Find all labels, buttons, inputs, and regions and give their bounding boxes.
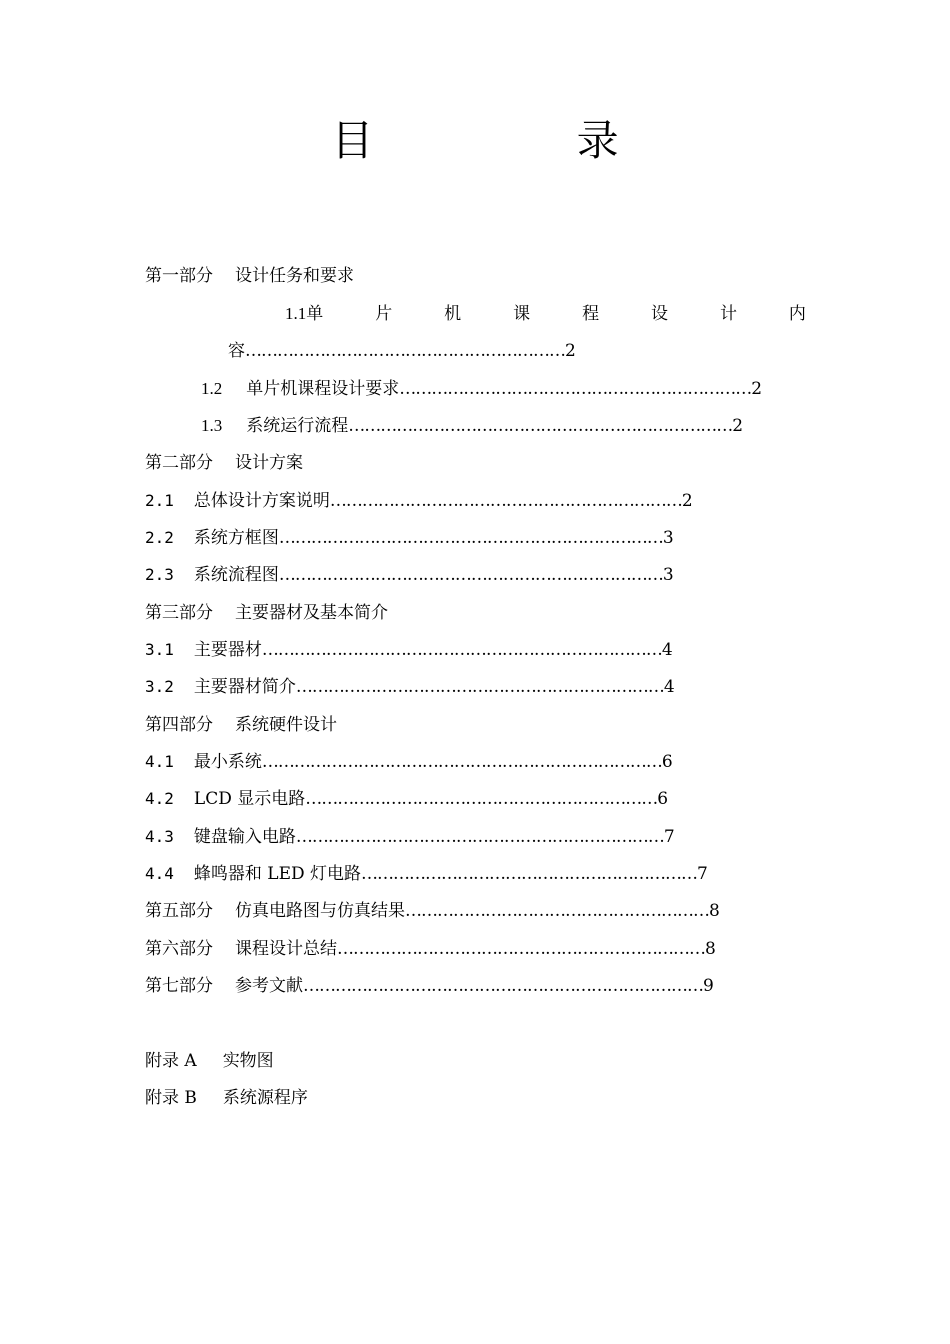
section-title: LCD 显示电路 <box>193 789 306 809</box>
title-char: 计 <box>719 304 737 324</box>
leader-dots: …………………………………………………… <box>245 341 565 361</box>
page-number: 3 <box>662 528 674 548</box>
section-title: 最小系统 <box>193 752 262 772</box>
leader-dots: ………………………………………………… <box>405 901 709 921</box>
leader-dots: …………………………………………………………… <box>337 939 705 959</box>
toc-part-5[interactable] <box>145 900 720 922</box>
leader-dots: ……………………………………………………………… <box>278 565 663 585</box>
toc-section-4-2[interactable] <box>145 788 668 810</box>
leader-dots: ……………………………………………………… <box>361 864 698 884</box>
page-number: 2 <box>751 379 763 399</box>
part-title: 系统硬件设计 <box>235 715 337 735</box>
section-number: 3.2 <box>145 677 174 696</box>
title-char: 程 <box>582 304 600 324</box>
part-label: 第一部分 <box>145 266 213 286</box>
section-title: 键盘输入电路 <box>193 827 296 847</box>
title-char: 内 <box>788 304 806 324</box>
part-title: 仿真电路图与仿真结果 <box>235 901 405 921</box>
part-label: 第六部分 <box>145 939 213 959</box>
page-number: 2 <box>565 341 576 361</box>
section-number: 4.3 <box>145 827 174 846</box>
toc-section-1-3[interactable] <box>201 415 743 437</box>
appendix-label: 附录 B <box>145 1088 197 1108</box>
toc-part-1[interactable] <box>145 265 354 287</box>
toc-section-1-2[interactable] <box>201 378 762 400</box>
part-label: 第四部分 <box>145 715 213 735</box>
page-number: 9 <box>703 976 714 996</box>
leader-dots: ……………………………………………………………… <box>278 528 663 548</box>
toc-section-2-1[interactable] <box>145 490 693 512</box>
appendix-b[interactable] <box>145 1087 308 1109</box>
page-number: 8 <box>705 939 716 959</box>
page-title: 目 录 <box>331 116 714 165</box>
toc-section-3-1[interactable] <box>145 639 673 661</box>
leader-dots: ………………………………………………………………… <box>303 976 703 996</box>
leader-dots: ………………………………………………………………… <box>261 640 662 660</box>
section-title: 系统运行流程 <box>246 416 349 436</box>
section-number-title: 1.1单 <box>285 304 324 324</box>
section-title: 蜂鸣器和 LED 灯电路 <box>193 864 362 884</box>
toc-section-2-3[interactable] <box>145 564 674 586</box>
part-title: 设计任务和要求 <box>235 266 354 286</box>
title-char: 机 <box>444 304 462 324</box>
toc-section-4-3[interactable] <box>145 826 675 848</box>
page-number: 7 <box>663 827 675 847</box>
section-number: 4.1 <box>145 752 174 771</box>
toc-part-2[interactable] <box>145 452 303 474</box>
toc-part-7[interactable] <box>145 975 714 997</box>
toc-section-4-1[interactable] <box>145 751 673 773</box>
toc-part-6[interactable] <box>145 938 716 960</box>
toc-section-1-1-cont[interactable] <box>228 340 576 362</box>
page-number: 2 <box>681 491 693 511</box>
toc-section-1-1[interactable] <box>285 303 806 325</box>
appendix-label: 附录 A <box>145 1051 197 1071</box>
section-title: 主要器材简介 <box>193 677 296 697</box>
title-wrap: 容 <box>228 341 245 361</box>
page-number: 4 <box>663 677 675 697</box>
title-char: 课 <box>513 304 531 324</box>
toc-part-4[interactable] <box>145 714 337 736</box>
section-title: 主要器材 <box>193 640 262 660</box>
title-char: 片 <box>375 304 393 324</box>
toc-section-3-2[interactable] <box>145 676 675 698</box>
section-number: 2.3 <box>145 565 174 584</box>
leader-dots: ……………………………………………………………… <box>348 416 733 436</box>
section-number: 1.2 <box>201 379 223 398</box>
section-title: 系统流程图 <box>193 565 279 585</box>
page-number: 2 <box>732 416 744 436</box>
page-number: 3 <box>662 565 674 585</box>
section-number: 1.3 <box>201 416 223 435</box>
leader-dots: ………………………………………………………… <box>399 379 752 399</box>
part-title: 课程设计总结 <box>235 939 337 959</box>
appendix-title: 实物图 <box>222 1051 274 1071</box>
toc-part-3[interactable] <box>145 602 388 624</box>
section-title: 系统方框图 <box>193 528 279 548</box>
part-label: 第三部分 <box>145 603 213 623</box>
part-label: 第二部分 <box>145 453 213 473</box>
leader-dots: ………………………………………………………… <box>329 491 682 511</box>
part-title: 设计方案 <box>235 453 303 473</box>
appendix-title: 系统源程序 <box>222 1088 308 1108</box>
part-label: 第七部分 <box>145 976 213 996</box>
section-number: 3.1 <box>145 640 174 659</box>
section-number: 4.2 <box>145 789 174 808</box>
leader-dots: ………………………………………………………… <box>305 789 658 809</box>
page-number: 8 <box>709 901 720 921</box>
section-title: 单片机课程设计要求 <box>246 379 400 399</box>
section-number: 2.1 <box>145 491 174 510</box>
page-number: 6 <box>657 789 669 809</box>
section-number: 2.2 <box>145 528 174 547</box>
page-number: 7 <box>697 864 708 884</box>
toc-section-2-2[interactable] <box>145 527 674 549</box>
appendix-a[interactable] <box>145 1050 274 1072</box>
page-number: 4 <box>661 640 673 660</box>
section-number: 4.4 <box>145 864 174 883</box>
part-label: 第五部分 <box>145 901 213 921</box>
leader-dots: …………………………………………………………… <box>295 827 664 847</box>
part-title: 参考文献 <box>235 976 303 996</box>
toc-section-4-4[interactable] <box>145 863 708 885</box>
page-number: 6 <box>661 752 673 772</box>
leader-dots: …………………………………………………………… <box>295 677 664 697</box>
part-title: 主要器材及基本简介 <box>235 603 388 623</box>
section-title: 总体设计方案说明 <box>193 491 330 511</box>
leader-dots: ………………………………………………………………… <box>261 752 662 772</box>
title-char: 设 <box>651 304 669 324</box>
